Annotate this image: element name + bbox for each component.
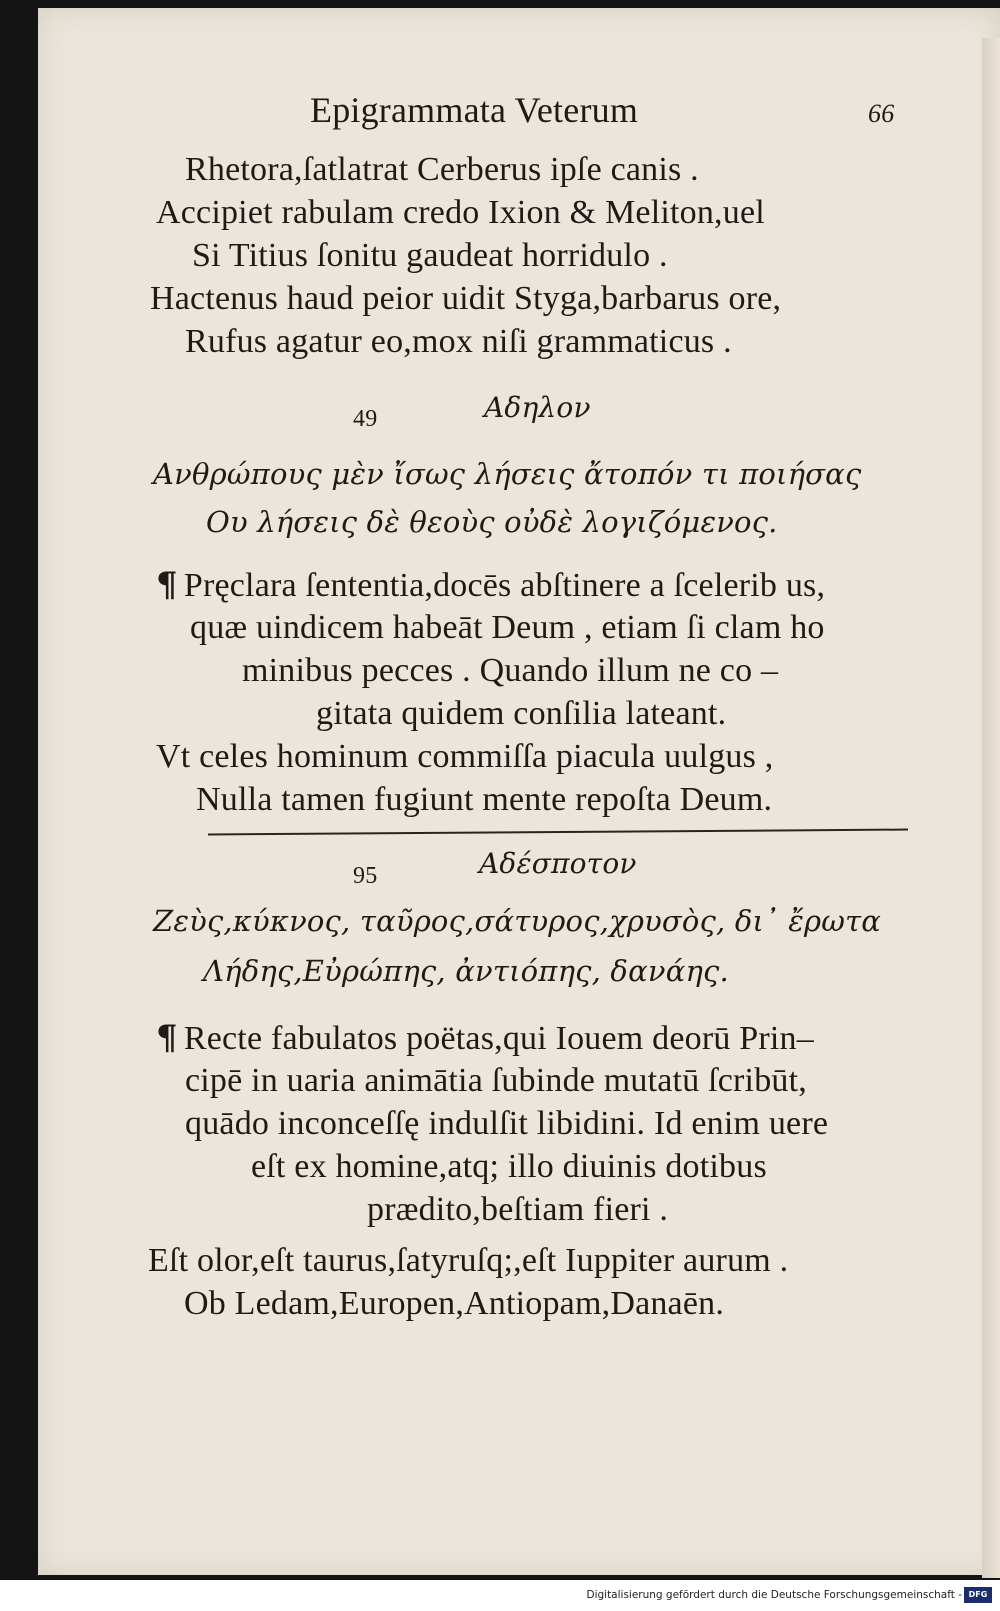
text-line: Hactenus haud peior uidit Styga,barbarus ore,: [150, 280, 782, 317]
commentary-line: gitata quidem conſilia lateant.: [316, 695, 727, 732]
greek-line: Λήδης,Εὐρώπης, ἀντιόπης, δανάης.: [203, 954, 729, 988]
text-line: Accipiet rabulam credo Ixion & Meliton,uel: [156, 194, 765, 231]
commentary-line: ¶ Recte fabulatos poëtas,qui Iouem deorū Prin–: [156, 1018, 814, 1058]
greek-line: Ζεὺς,κύκνος, ταῦρος,σάτυρος,χρυσὸς, δι᾽ ἔρωτα: [153, 904, 882, 938]
epigram-title: Αδέσποτον: [479, 847, 637, 880]
greek-line: Ανθρώπους μὲν ἴσως λήσεις ἄτοπόν τι ποιήσας: [153, 457, 862, 491]
commentary-line: cipē in uaria animātia ſubinde mutatū ſcribūt,: [185, 1062, 807, 1099]
text-line: Rufus agatur eo,mox niſi grammaticus .: [185, 323, 732, 360]
greek-line: Ου λήσεις δὲ θεοὺς οὐδὲ λογιζόμενος.: [206, 505, 778, 539]
epigram-title: Αδηλον: [484, 391, 591, 424]
commentary-line: prædito,beſtiam fieri .: [367, 1191, 669, 1228]
book-page: [38, 8, 1000, 1575]
verse-line: Nulla tamen fugiunt mente repoſta Deum.: [196, 781, 773, 818]
commentary-line: minibus pecces . Quando illum ne co –: [242, 652, 779, 689]
footer-bar: [0, 1580, 1000, 1611]
epigram-number: 49: [353, 406, 378, 432]
page-edge: [982, 38, 1000, 1578]
funding-credit: Digitalisierung gefördert durch die Deutsche Forschungsgemeinschaft -: [586, 1589, 962, 1601]
verse-line: Vt celes hominum commiſſa piacula uulgus ,: [156, 738, 774, 775]
verse-line: Ob Ledam,Europen,Antiopam,Danaēn.: [184, 1285, 725, 1322]
handwritten-underline: [208, 829, 908, 836]
text-line: Si Titius ſonitu gaudeat horridulo .: [192, 237, 668, 274]
verse-line: Eſt olor,eſt taurus,ſatyruſq;,eſt Iuppiter aurum .: [148, 1242, 789, 1279]
dfg-logo-icon: DFG: [964, 1587, 992, 1603]
commentary-line: quādo inconceſſę indulſit libidini. Id enim uere: [185, 1105, 829, 1142]
epigram-number: 95: [353, 863, 378, 889]
commentary-line: ¶ Pręclara ſententia,docēs abſtinere a ſcelerib us,: [156, 565, 826, 605]
commentary-line: quæ uindicem habeāt Deum , etiam ſi clam ho: [190, 609, 825, 646]
running-head: Epigrammata Veterum: [310, 90, 639, 130]
pilcrow-icon: ¶: [156, 1018, 178, 1058]
text-line: Rhetora,ſatlatrat Cerberus ipſe canis .: [185, 151, 699, 188]
pilcrow-icon: ¶: [156, 565, 178, 605]
commentary-line: eſt ex homine,atq; illo diuinis dotibus: [251, 1148, 767, 1185]
folio-number: 66: [868, 99, 895, 128]
